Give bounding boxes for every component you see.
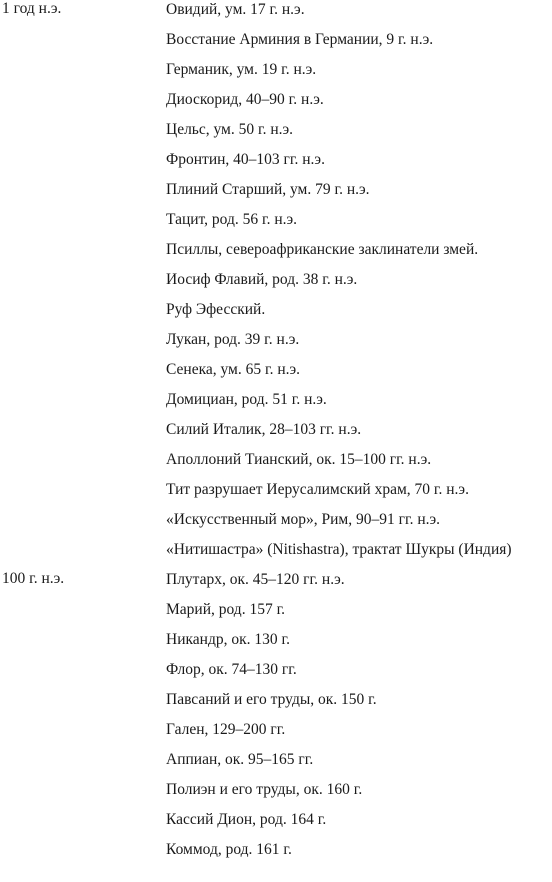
event-entry: Псиллы, североафриканские заклинатели змей. [166,241,479,258]
event-entry: Тит разрушает Иерусалимский храм, 70 г. н.э. [166,481,469,498]
event-entry: Флор, ок. 74–130 гг. [166,661,297,678]
event-entry: Коммод, род. 161 г. [166,841,292,858]
event-entry: Тацит, род. 56 г. н.э. [166,211,298,228]
event-entry: Плиний Старший, ум. 79 г. н.э. [166,181,370,198]
event-entry: Германик, ум. 19 г. н.э. [166,61,317,78]
period-label: 100 г. н.э. [2,570,65,587]
event-entry: Фронтин, 40–103 гг. н.э. [166,151,325,168]
event-entry: Силий Италик, 28–103 гг. н.э. [166,421,362,438]
event-entry: Овидий, ум. 17 г. н.э. [166,1,305,18]
event-entry: Аполлоний Тианский, ок. 15–100 гг. н.э. [166,451,432,468]
event-entry: «Нитишастра» (Nitishastra), трактат Шукры (Индия) [166,541,512,558]
event-entry: Павсаний и его труды, ок. 150 г. [166,691,377,708]
event-entry: «Искусственный мор», Рим, 90–91 гг. н.э. [166,511,441,528]
event-list [0,570,552,860]
event-entry: Никандр, ок. 130 г. [166,631,290,648]
event-entry: Восстание Арминия в Германии, 9 г. н.э. [166,31,434,48]
event-entry: Домициан, род. 51 г. н.э. [166,391,327,408]
event-entry: Руф Эфесский. [166,301,266,318]
event-entry: Цельс, ум. 50 г. н.э. [166,121,294,138]
event-entry: Аппиан, ок. 95–165 гг. [166,751,314,768]
event-entry: Гален, 129–200 гг. [166,721,286,738]
event-entry: Кассий Дион, род. 164 г. [166,811,327,828]
event-entry: Марий, род. 157 г. [166,601,286,618]
event-entry: Сенека, ум. 65 г. н.э. [166,361,301,378]
event-entry: Диоскорид, 40–90 г. н.э. [166,91,324,108]
period-label: 1 год н.э. [2,0,62,17]
event-entry: Полиэн и его труды, ок. 160 г. [166,781,363,798]
event-entry: Иосиф Флавий, род. 38 г. н.э. [166,271,358,288]
event-entry: Плутарх, ок. 45–120 гг. н.э. [166,571,345,588]
period-section [0,570,552,860]
event-entry: Лукан, род. 39 г. н.э. [166,331,300,348]
